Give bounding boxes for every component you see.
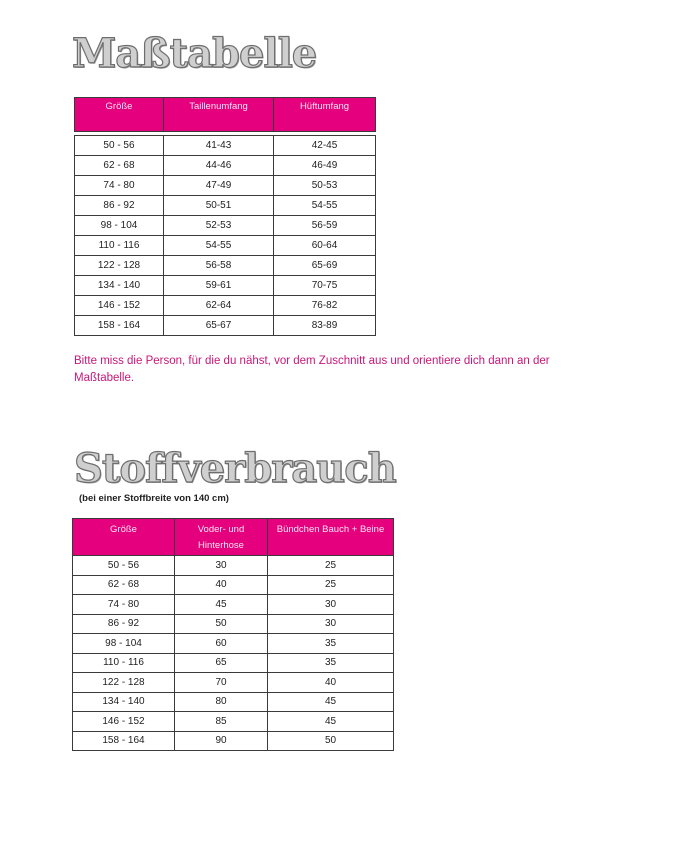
table-cell: 35 bbox=[268, 634, 394, 654]
table-cell: 146 - 152 bbox=[75, 296, 164, 316]
table-cell: 46-49 bbox=[274, 156, 376, 176]
table-cell: 25 bbox=[268, 575, 394, 595]
table-cell: 54-55 bbox=[164, 236, 274, 256]
table-cell: 158 - 164 bbox=[73, 731, 175, 751]
table-row bbox=[73, 731, 394, 751]
table-cell: 56-58 bbox=[164, 256, 274, 276]
table-cell: 122 - 128 bbox=[73, 673, 175, 693]
table-cell: 122 - 128 bbox=[75, 256, 164, 276]
measurement-note: Bitte miss die Person, für die du nähst, vor dem Zuschnitt aus und orientiere dich dann an der Maßtabelle. bbox=[74, 355, 550, 384]
table-row bbox=[73, 673, 394, 693]
table-cell: 52-53 bbox=[164, 216, 274, 236]
table-row bbox=[75, 296, 376, 316]
table-cell: 50 - 56 bbox=[75, 136, 164, 156]
table-cell: 45 bbox=[268, 692, 394, 712]
table-cell: 62 - 68 bbox=[75, 156, 164, 176]
table-row bbox=[75, 196, 376, 216]
table-cell: 80 bbox=[175, 692, 268, 712]
column-header-groesse: Größe bbox=[73, 519, 175, 556]
table-cell: 86 - 92 bbox=[73, 614, 175, 634]
table-row bbox=[73, 692, 394, 712]
table-cell: 45 bbox=[268, 712, 394, 732]
table-row bbox=[73, 595, 394, 615]
table-cell: 85 bbox=[175, 712, 268, 732]
table-row bbox=[75, 256, 376, 276]
column-header-hose: Voder- und Hinterhose bbox=[175, 519, 268, 556]
table-row bbox=[75, 216, 376, 236]
stoffverbrauch-heading: Stoffverbrauch bbox=[74, 445, 396, 492]
table-row bbox=[75, 176, 376, 196]
table-row bbox=[73, 634, 394, 654]
table-row bbox=[75, 276, 376, 296]
table-cell: 59-61 bbox=[164, 276, 274, 296]
table-cell: 70-75 bbox=[274, 276, 376, 296]
table-cell: 65 bbox=[175, 653, 268, 673]
table-header-row bbox=[73, 519, 394, 556]
table-row bbox=[75, 236, 376, 256]
table-cell: 50 bbox=[175, 614, 268, 634]
table-cell: 134 - 140 bbox=[75, 276, 164, 296]
table-cell: 50 - 56 bbox=[73, 556, 175, 576]
table-cell: 30 bbox=[268, 614, 394, 634]
table-cell: 74 - 80 bbox=[75, 176, 164, 196]
table-cell: 62-64 bbox=[164, 296, 274, 316]
table-cell: 25 bbox=[268, 556, 394, 576]
table-cell: 30 bbox=[268, 595, 394, 615]
table-row bbox=[73, 614, 394, 634]
table-cell: 110 - 116 bbox=[75, 236, 164, 256]
masstabelle-table bbox=[74, 97, 376, 336]
table-cell: 56-59 bbox=[274, 216, 376, 236]
table-cell: 76-82 bbox=[274, 296, 376, 316]
stoffverbrauch-subtitle: (bei einer Stoffbreite von 140 cm) bbox=[79, 493, 229, 504]
table-row bbox=[73, 575, 394, 595]
table-row bbox=[73, 712, 394, 732]
table-cell: 47-49 bbox=[164, 176, 274, 196]
table-cell: 62 - 68 bbox=[73, 575, 175, 595]
table-cell: 134 - 140 bbox=[73, 692, 175, 712]
table-row bbox=[73, 653, 394, 673]
table-cell: 44-46 bbox=[164, 156, 274, 176]
table-cell: 90 bbox=[175, 731, 268, 751]
column-header-buendchen: Bündchen Bauch + Beine bbox=[268, 519, 394, 556]
column-header-groesse: Größe bbox=[75, 98, 164, 132]
table-row bbox=[75, 156, 376, 176]
table-cell: 70 bbox=[175, 673, 268, 693]
table-row bbox=[75, 316, 376, 336]
table-cell: 42-45 bbox=[274, 136, 376, 156]
table-cell: 50 bbox=[268, 731, 394, 751]
table-cell: 65-69 bbox=[274, 256, 376, 276]
column-header-hueftumfang: Hüftumfang bbox=[274, 98, 376, 132]
table-header-row bbox=[75, 98, 376, 132]
table-cell: 60-64 bbox=[274, 236, 376, 256]
table-cell: 45 bbox=[175, 595, 268, 615]
stoffverbrauch-table bbox=[72, 518, 394, 751]
table-cell: 74 - 80 bbox=[73, 595, 175, 615]
table-cell: 50-53 bbox=[274, 176, 376, 196]
table-cell: 60 bbox=[175, 634, 268, 654]
table-cell: 110 - 116 bbox=[73, 653, 175, 673]
table-cell: 146 - 152 bbox=[73, 712, 175, 732]
table-cell: 83-89 bbox=[274, 316, 376, 336]
table-cell: 41-43 bbox=[164, 136, 274, 156]
table-cell: 35 bbox=[268, 653, 394, 673]
table-cell: 50-51 bbox=[164, 196, 274, 216]
column-header-taillenumfang: Taillenumfang bbox=[164, 98, 274, 132]
table-row bbox=[75, 136, 376, 156]
table-cell: 65-67 bbox=[164, 316, 274, 336]
table-cell: 98 - 104 bbox=[75, 216, 164, 236]
table-cell: 30 bbox=[175, 556, 268, 576]
table-row bbox=[73, 556, 394, 576]
table-cell: 86 - 92 bbox=[75, 196, 164, 216]
table-cell: 158 - 164 bbox=[75, 316, 164, 336]
table-cell: 98 - 104 bbox=[73, 634, 175, 654]
masstabelle-heading: Maßtabelle bbox=[72, 30, 317, 77]
table-cell: 54-55 bbox=[274, 196, 376, 216]
table-cell: 40 bbox=[268, 673, 394, 693]
table-cell: 40 bbox=[175, 575, 268, 595]
